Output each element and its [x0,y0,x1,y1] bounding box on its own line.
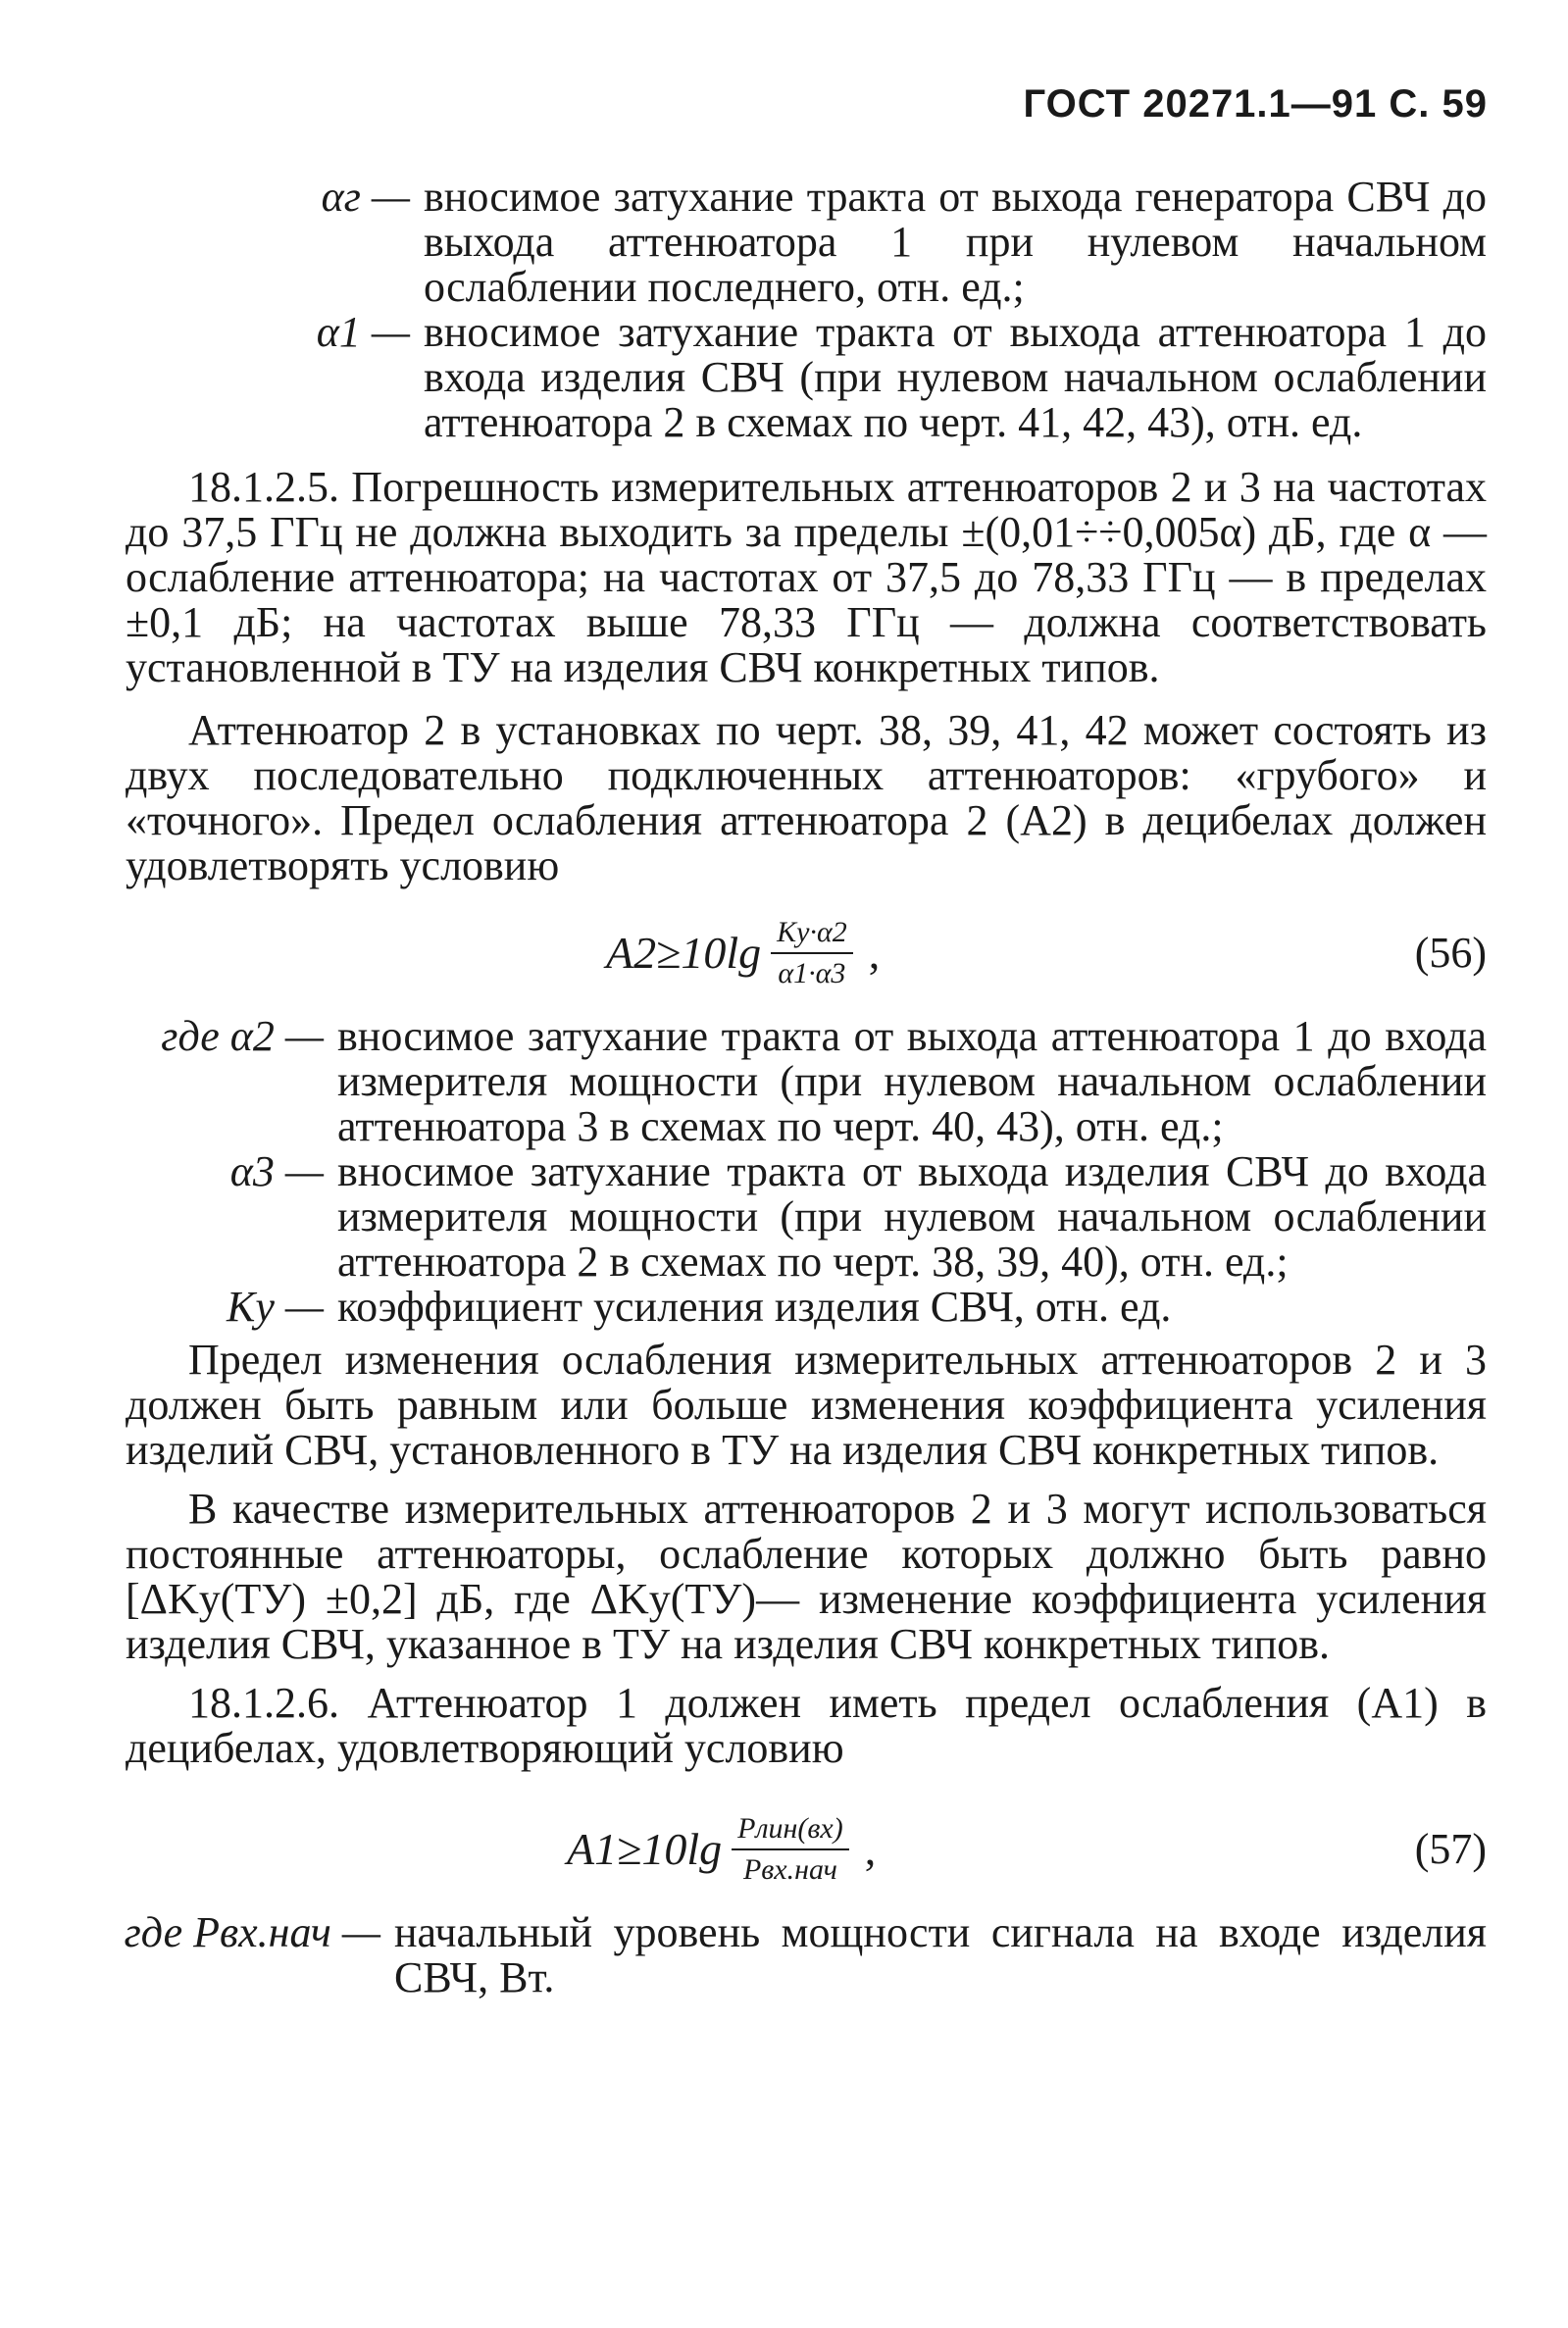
definition-list-p-in [67,1910,1487,2000]
definition-term: α1 — [316,308,410,356]
definition-term: Kу — [227,1283,324,1331]
definition-list-alpha-g-alpha-1 [126,175,1487,445]
definition-description: вносимое затухание тракта от выхода аттенюатора 1 до входа изделия СВЧ (при нулевом начальном ослаблении аттенюатора 2 в схемах по черт. 41, 42, 43), отн. ед. [424,308,1487,446]
definition-list-alpha-2-alpha-3-k [67,1014,1487,1330]
formula-57-expression [567,1802,876,1897]
paragraph-constant-attenuators: В качестве измерительных аттенюаторов 2 и 3 могут использоваться постоянные аттенюаторы, ослабление которых должно быть равно [ΔKу(ТУ) ±0,2] дБ, где ΔKу(ТУ)— изменение коэффициента усиления изделия СВЧ, указанное в ТУ на изделия СВЧ конкретных типов. [126,1485,1487,1668]
formula-56-lhs: A2≥10lg [606,928,762,978]
paragraph-18-1-2-6: 18.1.2.6. Аттенюатор 1 должен иметь предел ослабления (A1) в децибелах, удовлетворяющий условию [126,1679,1487,1772]
definition-term: где Pвх.нач — [124,1908,380,1956]
paragraph-attenuator-2: Аттенюатор 2 в установках по черт. 38, 39, 41, 42 может состоять из двух последовательно подключенных аттенюаторов: «грубого» и «точного». Предел ослабления аттенюатора 2 (A2) в децибелах должен удовлетворять условию [126,706,1487,889]
formula-56-comma: , [868,928,881,978]
definition-row [67,1910,1487,2000]
formula-56-fraction [771,916,853,990]
formula-56-denominator: α1·α3 [778,957,846,989]
definition-row [126,310,1487,445]
definition-row [126,175,1487,310]
definition-description: вносимое затухание тракта от выхода аттенюатора 1 до входа измерителя мощности (при нулевом начальном ослаблении аттенюатора 3 в схемах по черт. 40, 43), отн. ед.; [337,1012,1487,1150]
formula-57-lhs: A1≥10lg [567,1824,723,1874]
paragraph-18-1-2-5: 18.1.2.5. Погрешность измерительных аттенюаторов 2 и 3 на частотах до 37,5 ГГц не должна выходить за пределы ±(0,01÷÷0,005α) дБ, где α — ослабление аттенюатора; на частотах от 37,5 до 78,33 ГГц — в пределах ±0,1 дБ; на частотах выше 78,33 ГГц — должна соответствовать установленной в ТУ на изделия СВЧ конкретных типов. [126,463,1487,691]
definition-description: вносимое затухание тракта от выхода изделия СВЧ до входа измерителя мощности (при нулевом начальном ослаблении аттенюатора 2 в схемах по черт. 38, 39, 40), отн. ед.; [337,1147,1487,1286]
formula-57 [126,1802,1487,1897]
formula-56-numerator: Kу·α2 [771,916,853,954]
formula-56 [126,906,1487,1000]
formula-57-number: (57) [1414,1825,1487,1873]
definition-description: коэффициент усиления изделия СВЧ, отн. ед. [337,1283,1172,1331]
formula-56-expression [606,906,880,1000]
formula-56-number: (56) [1414,929,1487,977]
formula-57-numerator: Pлин(вх) [732,1812,849,1850]
formula-57-denominator: Pвх.нач [742,1853,837,1886]
formula-57-comma: , [864,1824,877,1874]
definition-row [67,1149,1487,1285]
definition-term: α3 — [229,1147,324,1195]
definition-description: начальный уровень мощности сигнала на входе изделия СВЧ, Вт. [394,1908,1487,2001]
document-body [126,175,1487,2000]
definition-term: αг — [321,173,410,221]
page-header: ГОСТ 20271.1—91 С. 59 [1023,82,1488,126]
formula-57-fraction [732,1812,849,1887]
paragraph-attenuation-limit: Предел изменения ослабления измерительных аттенюаторов 2 и 3 должен быть равным или больше изменения коэффициента усиления изделий СВЧ, установленного в ТУ на изделия СВЧ конкретных типов. [126,1336,1487,1474]
definition-description: вносимое затухание тракта от выхода генератора СВЧ до выхода аттенюатора 1 при нулевом начальном ослаблении последнего, отн. ед.; [424,173,1487,311]
definition-term: где α2 — [161,1012,324,1060]
definition-row [67,1285,1487,1330]
definition-row [67,1014,1487,1149]
